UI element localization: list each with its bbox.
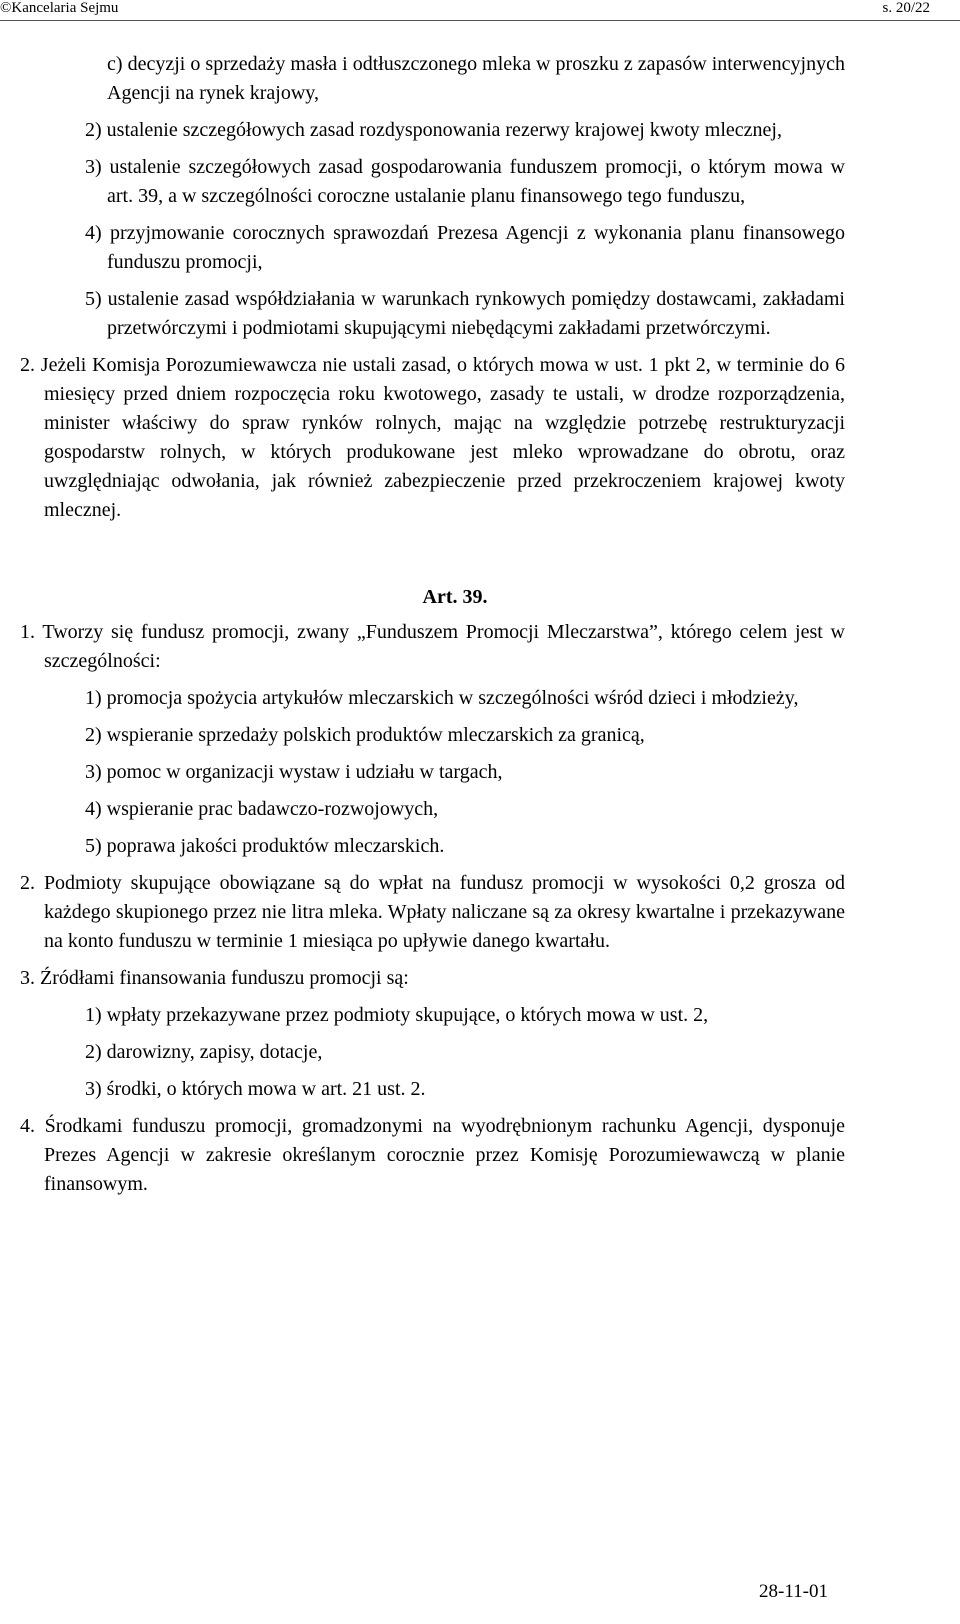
item-3: 3) ustalenie szczegółowych zasad gospodarowania funduszem promocji, o którym mowa w art. 39, a w szczególności coroczne ustalanie planu finansowego tego funduszu, <box>85 156 845 207</box>
document-body <box>0 50 960 1199</box>
item-5: 5) ustalenie zasad współdziałania w warunkach rynkowych pomiędzy dostawcami, zakładami przetwórczymi i podmiotami skupującymi niebędącymi zakładami przetwórczymi. <box>85 288 845 339</box>
item-c: c) decyzji o sprzedaży masła i odtłuszczonego mleka w proszku z zapasów interwencyjnych Agencji na rynek krajowy, <box>107 53 845 104</box>
art39-ust-2: 2. Podmioty skupujące obowiązane są do wpłat na fundusz promocji w wysokości 0,2 grosza od każdego skupionego przez nie litra mleka. Wpłaty naliczane są za okresy kwartalne i przekazywane na konto funduszu w terminie 1 miesiąca po upływie danego kwartału. <box>20 872 845 952</box>
art39-ust-3: 3. Źródłami finansowania funduszu promocji są: <box>20 967 409 989</box>
art39-ust3-item-3: 3) środki, o których mowa w art. 21 ust. 2. <box>85 1078 426 1100</box>
art39-ust3-item-1: 1) wpłaty przekazywane przez podmioty skupujące, o których mowa w ust. 2, <box>85 1004 709 1026</box>
article-title: Art. 39. <box>422 586 488 608</box>
art39-ust1-item-1: 1) promocja spożycia artykułów mleczarskich w szczególności wśród dzieci i młodzieży, <box>85 687 799 709</box>
art39-ust-4: 4. Środkami funduszu promocji, gromadzonymi na wyodrębnionym rachunku Agencji, dysponuje Prezes Agencji w zakresie określanym corocznie przez Komisję Porozumiewawczą w planie finansowym. <box>20 1115 845 1195</box>
paragraph-ust-2: 2. Jeżeli Komisja Porozumiewawcza nie ustali zasad, o których mowa w ust. 1 pkt 2, w terminie do 6 miesięcy przed dniem rozpoczęcia roku kwotowego, zasady te ustali, w drodze rozporządzenia, minister właściwy do spraw rynków rolnych, mając na względzie potrzebę restrukturyzacji gospodarstw rolnych, w których produkowane jest mleko wprowadzane do obrotu, oraz uwzględniając odwołania, jak również zabezpieczenie przed przekroczeniem krajowej kwoty mlecznej. <box>20 354 845 521</box>
page-number: s. 20/22 <box>882 0 930 16</box>
header-rule <box>0 20 960 21</box>
art39-ust-1: 1. Tworzy się fundusz promocji, zwany „Funduszem Promocji Mleczarstwa”, którego celem jest w szczególności: <box>20 621 845 672</box>
art39-ust1-item-5: 5) poprawa jakości produktów mleczarskich. <box>85 835 445 857</box>
footer-date: 28-11-01 <box>759 1581 828 1602</box>
art39-ust3-item-2: 2) darowizny, zapisy, dotacje, <box>85 1041 323 1063</box>
art39-ust1-item-2: 2) wspieranie sprzedaży polskich produktów mleczarskich za granicą, <box>85 724 645 746</box>
art39-ust1-item-4: 4) wspieranie prac badawczo-rozwojowych, <box>85 798 439 820</box>
item-2: 2) ustalenie szczegółowych zasad rozdysponowania rezerwy krajowej kwoty mlecznej, <box>85 119 782 141</box>
header-source: ©Kancelaria Sejmu <box>0 0 119 16</box>
art39-ust1-item-3: 3) pomoc w organizacji wystaw i udziału w targach, <box>85 761 503 783</box>
item-4: 4) przyjmowanie corocznych sprawozdań Prezesa Agencji z wykonania planu finansowego funduszu promocji, <box>85 222 845 273</box>
